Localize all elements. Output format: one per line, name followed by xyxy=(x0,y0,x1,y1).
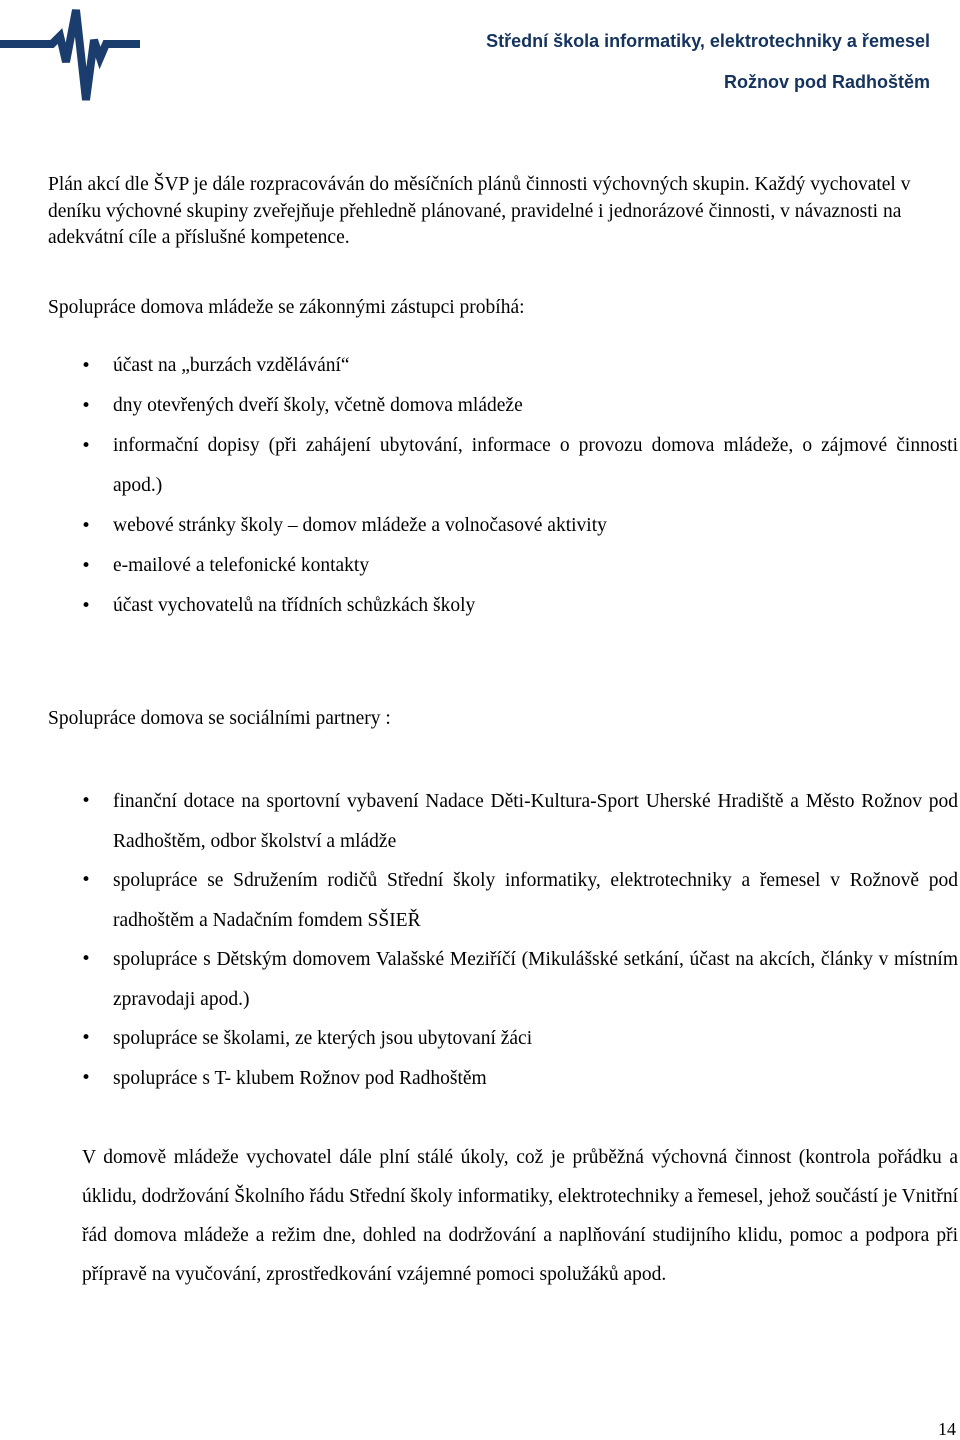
school-name: Střední škola informatiky, elektrotechniky a řemesel xyxy=(486,31,930,51)
bullet-icon: • xyxy=(81,949,92,969)
closing-paragraph: V domově mládeže vychovatel dále plní stálé úkoly, což je průběžná výchovná činnost (kontrola pořádku a úklidu, dodržování Školního řádu Střední školy informatiky, elektrotechniky a řemesel, jehož součástí je Vnitřní řád domova mládeže a režim dne, dohled na dodržování a naplňování studijního klidu, pomoc a podpora při přípravě na vyučování, zprostředkování vzájemné pomoci spolužáků apod. xyxy=(82,1147,958,1285)
bullet-icon: • xyxy=(81,596,92,616)
bullet-icon: • xyxy=(81,870,92,890)
heartbeat-logo-icon xyxy=(0,0,140,110)
list-item: • účast vychovatelů na třídních schůzkách školy xyxy=(0,586,960,626)
bullet-icon: • xyxy=(81,1067,92,1088)
bullet-icon: • xyxy=(81,556,92,576)
partners-section-heading: Spolupráce domova se sociálními partnery : xyxy=(48,708,391,729)
list-item: • webové stránky školy – domov mládeže a volnočasové aktivity xyxy=(0,506,960,546)
bullet-icon: • xyxy=(81,791,92,811)
list-item: • dny otevřených dveří školy, včetně domova mládeže xyxy=(0,386,960,426)
intro-paragraph: Plán akcí dle ŠVP je dále rozpracováván do měsíčních plánů činnosti výchovných skupin. Každý vychovatel v deníku výchovné skupiny zveřejňuje přehledně plánované, pravidelné i jednorázové činnosti, v návaznosti na adekvátní cíle a příslušné kompetence. xyxy=(48,174,911,248)
list-item: • spolupráce se Sdružením rodičů Střední školy informatiky, elektrotechniky a řemesel v Rožnově pod radhoštěm a Nadačním fomdem SŠIEŘ xyxy=(0,861,960,940)
bullet-icon: • xyxy=(81,1028,92,1048)
list-item: • finanční dotace na sportovní vybavení Nadace Děti-Kultura-Sport Uherské Hradiště a Město Rožnov pod Radhoštěm, odbor školství a mládže xyxy=(0,782,960,861)
list-item: • spolupráce s T- klubem Rožnov pod Radhoštěm xyxy=(0,1059,960,1099)
parents-section-heading: Spolupráce domova mládeže se zákonnými zástupci probíhá: xyxy=(48,297,525,318)
partners-cooperation-list xyxy=(0,782,960,1098)
list-item: • informační dopisy (při zahájení ubytování, informace o provozu domova mládeže, o zájmové činnosti apod.) xyxy=(0,426,960,506)
bullet-icon: • xyxy=(81,396,92,416)
parents-cooperation-list xyxy=(0,346,960,626)
list-item: • spolupráce s Dětským domovem Valašské Meziříčí (Mikulášské setkání, účast na akcích, články v místním zpravodaji apod.) xyxy=(0,940,960,1019)
bullet-icon: • xyxy=(81,436,92,456)
list-item: • spolupráce se školami, ze kterých jsou ubytovaní žáci xyxy=(0,1019,960,1059)
page-header xyxy=(0,0,960,110)
list-item: • e-mailové a telefonické kontakty xyxy=(0,546,960,586)
page-number: 14 xyxy=(938,1419,956,1439)
bullet-icon: • xyxy=(81,516,92,536)
list-item: • účast na „burzách vzdělávání“ xyxy=(0,346,960,386)
bullet-icon: • xyxy=(81,356,92,376)
school-city: Rožnov pod Radhoštěm xyxy=(724,72,930,92)
